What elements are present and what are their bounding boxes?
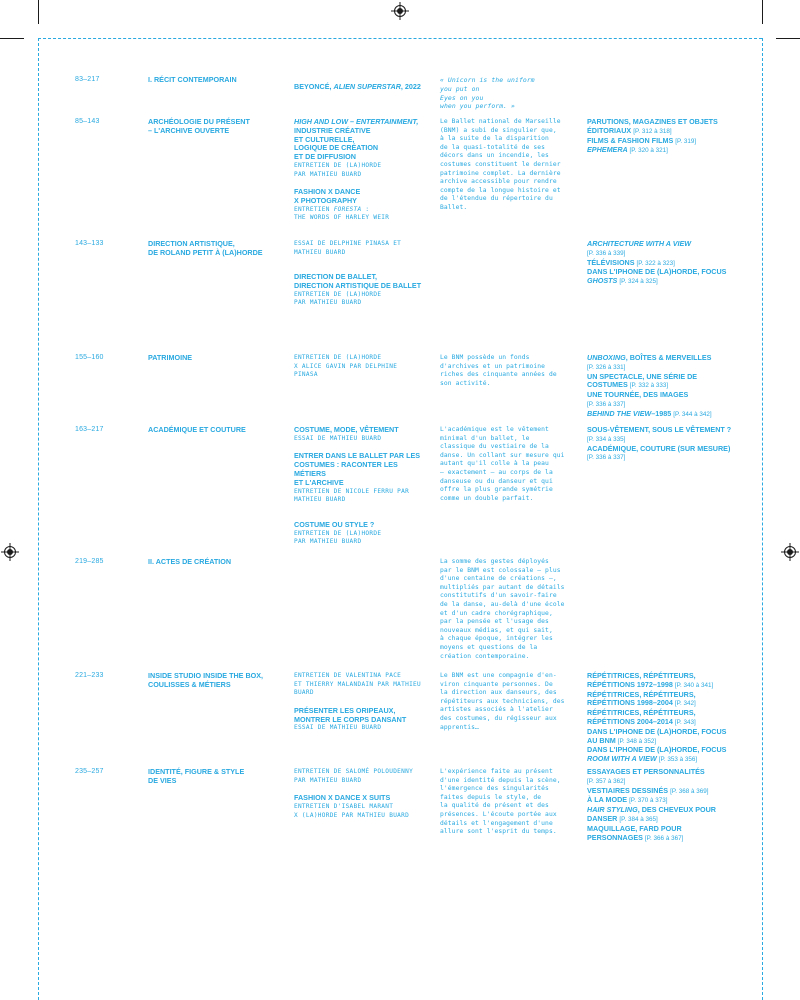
entry-credit: ENTRETIEN DE VALENTINA PACE <box>294 672 402 679</box>
visual-essays-list: PARUTIONS, MAGAZINES ET OBJETS ÉDITORIAUX [P. 312 à 318] FILMS & FASHION FILMS [P. 319] EPHEMERA [P. 320 à 321] <box>587 117 718 155</box>
visual-essays-list: ARCHITECTURE WITH A VIEW [P. 336 à 339] TÉLÉVISIONS [P. 322 à 323] DANS L'IPHONE DE (LA)HORDE, FOCUS GHOSTS [P. 324 à 325] <box>587 239 727 286</box>
entry-list: ENTRETIEN DE SALOMÉ POLOUDENNY PAR MATHIEU BUARD FASHION X DANCE X SUITS ENTRETIEN D'ISABEL MARANT X (LA)HORDE PAR MATHIEU BUARD <box>294 768 426 820</box>
entry-title: DIRECTION DE BALLET, <box>294 272 378 282</box>
entry-credit: ENTRETIEN D'ISABEL MARANT <box>294 802 394 810</box>
section-title: II. ACTES DE CRÉATION <box>148 557 232 566</box>
entry-credit: ESSAI DE DELPHINE PINASA ET <box>294 240 402 247</box>
entry-title: COSTUME OU STYLE ? <box>294 519 375 529</box>
crop-mark <box>776 38 800 39</box>
entry-credit: ENTRETIEN DE (LA)HORDE <box>294 354 382 361</box>
entry-credit: ESSAI DE MATHIEU BUARD <box>294 434 382 442</box>
section-description: Le Ballet national de Marseille (BNM) a subi de singulier que, à la suite de la disparition de la quasi-totalité de ses décors dans un incendie, les costumes constituent le dernier patrimoine complet. La dernière archive accessible pour rendre compte de la longue histoire et de l'étendue du répertoire du Ballet. <box>440 118 561 211</box>
crop-mark <box>762 0 763 24</box>
entry-list: ENTRETIEN DE VALENTINA PACE ET THIERRY MALANDAIN PAR MATHIEU BUARD PRÉSENTER LES ORIPEAUX, MONTRER LE CORPS DANSANT ESSAI DE MATHIEU BUARD <box>294 672 426 733</box>
crop-mark <box>38 0 39 24</box>
entry-title: ENTRER DANS LE BALLET PAR LES <box>294 451 421 461</box>
entry-title: FASHION X DANCE X SUITS <box>294 793 391 803</box>
section-description: La somme des gestes déployés par le BNM est colossale – plus d'une centaine de créations –, multipliés par autant de détails constitutifs d'un savoir-faire de la danse, au-delà d'une école et d'un cadre chorégraphique, par la pensée et l'usage des nouveaux médias, et qui sait, à chaque époque, intégrer les moyens et questions de la création contemporaine. <box>440 558 565 660</box>
section-title: ARCHÉOLOGIE DU PRÉSENT – L'ARCHIVE OUVERTE <box>148 117 250 135</box>
page-range: 83–217 <box>75 76 100 83</box>
visual-essays-list: ESSAYAGES ET PERSONNALITÉS [P. 357 à 362] VESTIAIRES DESSINÉS [P. 368 à 369] À LA MODE [P. 370 à 373] HAIR STYLING, DES CHEVEUX POUR DANSER [P. 384 à 365] MAQUILLAGE, FARD POUR PERSONNAGES [P. 366 à 367] <box>587 767 716 842</box>
page-range: 155–160 <box>75 354 104 361</box>
section-description: Le BNM est une compagnie d'en- viron cinquante personnes. De la direction aux danseurs, des répétiteurs aux techniciens, des artistes associés à l'atelier des costumes, du régisseur aux apprentis… <box>440 672 565 731</box>
registration-mark-icon <box>4 546 16 558</box>
trim-line-top <box>38 38 762 39</box>
section-title: I. RÉCIT CONTEMPORAIN <box>148 75 237 84</box>
entry-credit: ESSAI DE MATHIEU BUARD <box>294 724 382 732</box>
section-title: DIRECTION ARTISTIQUE, DE ROLAND PETIT À (LA)HORDE <box>148 239 263 257</box>
visual-essays-list: RÉPÉTITRICES, RÉPÉTITEURS, RÉPÉTITIONS 1972–1998 [P. 340 à 341] RÉPÉTITRICES, RÉPÉTITEURS, RÉPÉTITIONS 1998–2004 [P. 342] RÉPÉTITRICES, RÉPÉTITEURS, RÉPÉTITIONS 2004–2014 [P. 343] DANS L'IPHONE DE (LA)HORDE, FOCUS AU BNM [P. 348 à 352] DANS L'IPHONE DE (LA)HORDE, FOCUS ROOM WITH A VIEW [P. 353 à 356] <box>587 671 727 764</box>
section-title: PATRIMOINE <box>148 353 193 362</box>
entry-credit: ENTRETIEN FORESTA : <box>294 205 370 213</box>
entry-title: PRÉSENTER LES ORIPEAUX, <box>294 705 396 715</box>
entry-title: COSTUME, MODE, VÊTEMENT <box>294 425 399 434</box>
page-range: 235–257 <box>75 768 104 775</box>
epigraph-quote: « Unicorn is the uniform you put on Eyes on you when you perform. » <box>440 76 535 111</box>
entry-credit: ENTRETIEN DE (LA)HORDE <box>294 290 382 298</box>
page-range: 85–143 <box>75 118 100 125</box>
entry-credit: ENTRETIEN DE NICOLE FERRU PAR <box>294 487 410 495</box>
entry-credit: ENTRETIEN DE (LA)HORDE <box>294 161 382 169</box>
visual-essays-list: SOUS-VÊTEMENT, SOUS LE VÊTEMENT ? [P. 334 à 335] ACADÉMIQUE, COUTURE (SUR MESURE) [P. 336 à 337] <box>587 425 732 462</box>
page-range: 219–285 <box>75 558 104 565</box>
entry-title: HIGH AND LOW – ENTERTAINMENT, <box>294 117 419 126</box>
visual-essays-list: UNBOXING, BOÎTES & MERVEILLES [P. 326 à 331] UN SPECTACLE, UNE SÉRIE DE COSTUMES [P. 332 à 333] UNE TOURNÉE, DES IMAGES [P. 336 à 337] BEHIND THE VIEW–1985 [P. 344 à 342] <box>587 353 712 418</box>
entry-title: BEYONCÉ, ALIEN SUPERSTAR, 2022 <box>294 82 421 91</box>
trim-line-left <box>38 38 39 1000</box>
section-title: INSIDE STUDIO INSIDE THE BOX, COULISSES & MÉTIERS <box>148 671 264 689</box>
registration-mark-icon <box>784 546 796 558</box>
entry-list: ESSAI DE DELPHINE PINASA ET MATHIEU BUARD DIRECTION DE BALLET, DIRECTION ARTISTIQUE DE BALLET ENTRETIEN DE (LA)HORDE PAR MATHIEU BUARD <box>294 240 426 308</box>
section-description: L'expérience faite au présent d'une identité depuis la scène, l'émergence des singularités faites depuis le style, de la qualité de présent et des présences. L'écoute portée aux détails et l'engagement d'une allure sont l'esprit du temps. <box>440 768 561 836</box>
entry-list: ENTRETIEN DE (LA)HORDE X ALICE GAVIN PAR DELPHINE PINASA <box>294 354 426 380</box>
trim-line-right <box>762 38 763 1000</box>
crop-mark <box>0 38 24 39</box>
section-title: IDENTITÉ, FIGURE & STYLE DE VIES <box>148 767 245 785</box>
entry-list: HIGH AND LOW – ENTERTAINMENT, INDUSTRIE CRÉATIVE ET CULTURELLE, LOGIQUE DE CRÉATION ET DE DIFFUSION ENTRETIEN DE (LA)HORDE PAR MATHIEU BUARD FASHION X DANCE X PHOTOGRAPHY ENTRETIEN FORESTA : THE WORDS OF HARLEY WEIR <box>294 118 426 223</box>
section-title: ACADÉMIQUE ET COUTURE <box>148 425 246 434</box>
entry-credit: ENTRETIEN DE SALOMÉ POLOUDENNY <box>294 768 414 775</box>
page-range: 163–217 <box>75 426 104 433</box>
page-range: 143–133 <box>75 240 104 247</box>
page-range: 221–233 <box>75 672 104 679</box>
section-description: L'académique est le vêtement minimal d'un ballet, le classique du vestiaire de la danse. Un collant sur mesure qui autant qu'il colle à la peau – exactement – au corps de la danseuse ou du danseur et qui offre la plus grande symétrie comme un double parfait. <box>440 426 565 502</box>
entry-title: FASHION X DANCE <box>294 187 361 197</box>
entry-credit: ENTRETIEN DE (LA)HORDE <box>294 529 382 537</box>
registration-mark-icon <box>394 5 406 17</box>
section-description: Le BNM possède un fonds d'archives et un patrimoine riches des cinquante années de son activité. <box>440 354 557 387</box>
entry-list: COSTUME, MODE, VÊTEMENT ESSAI DE MATHIEU BUARD ENTRER DANS LE BALLET PAR LES COSTUMES : RACONTER LES MÉTIERS ET L'ARCHIVE ENTRETIEN DE NICOLE FERRU PAR MATHIEU BUARD COSTUME OU STYLE ? ENTRETIEN DE (LA)HORDE PAR MATHIEU BUARD <box>294 426 426 547</box>
